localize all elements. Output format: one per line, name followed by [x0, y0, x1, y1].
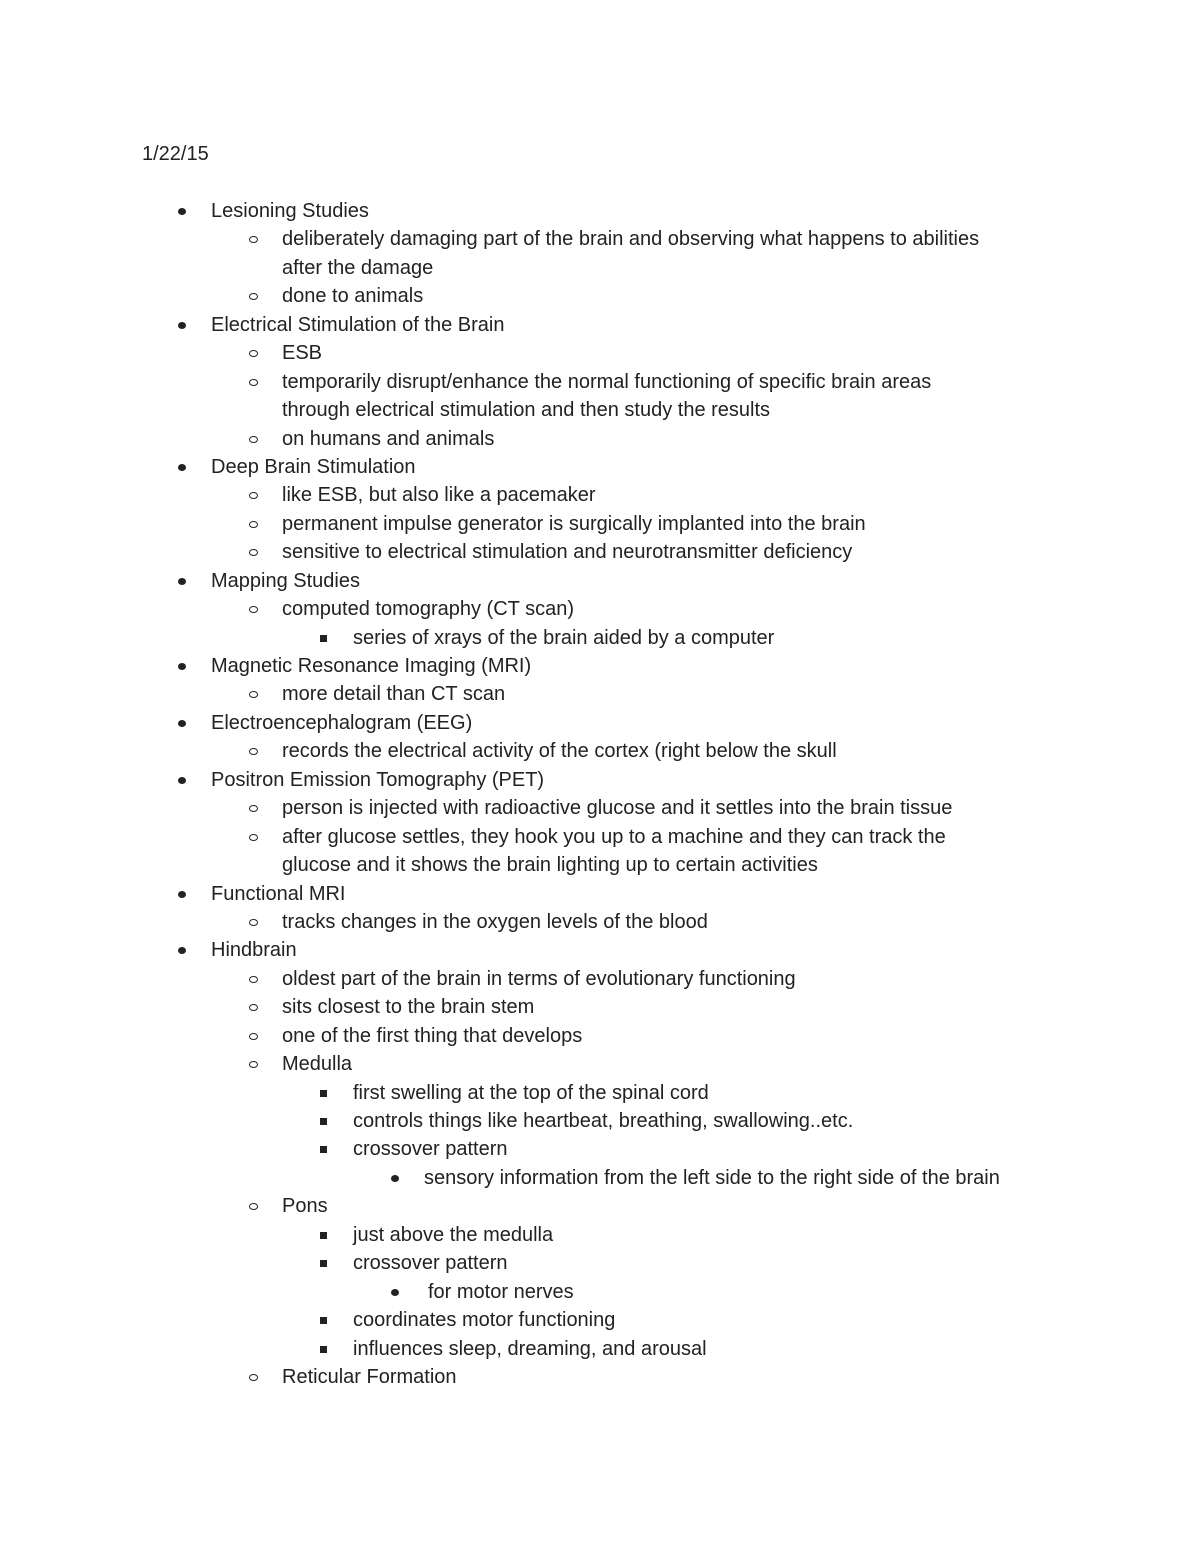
filled-bullet-icon — [178, 464, 186, 471]
hollow-bullet-icon — [249, 691, 258, 698]
filled-bullet-icon — [178, 322, 186, 329]
hollow-bullet-icon — [249, 379, 258, 386]
list-item-text: one of the first thing that develops — [282, 1024, 583, 1047]
hollow-bullet-icon — [249, 805, 258, 812]
list-item — [0, 1022, 1200, 1050]
square-bullet-icon — [320, 1118, 327, 1125]
list-item-text: Magnetic Resonance Imaging (MRI) — [211, 655, 532, 677]
square-bullet-icon — [320, 1090, 327, 1097]
list-item-text: Lesioning Studies — [211, 200, 369, 222]
list-item — [0, 510, 1200, 538]
list-item-text: oldest part of the brain in terms of evolutionary functioning — [282, 967, 796, 990]
list-item — [0, 225, 1200, 253]
list-item — [0, 254, 1200, 282]
hollow-bullet-icon — [249, 521, 258, 528]
hollow-bullet-icon — [249, 919, 258, 926]
hollow-bullet-icon — [249, 436, 258, 443]
list-item — [0, 766, 1200, 794]
list-item — [0, 339, 1200, 367]
list-item-text: after glucose settles, they hook you up to a machine and they can track the — [282, 825, 946, 848]
list-item — [0, 680, 1200, 708]
list-item — [0, 396, 1200, 424]
list-item-text: sensory information from the left side to the right side of the brain — [424, 1166, 1000, 1189]
list-item-text: tracks changes in the oxygen levels of the blood — [282, 910, 708, 933]
list-item-text: Electroencephalogram (EEG) — [211, 711, 473, 734]
list-item-text: just above the medulla — [353, 1223, 554, 1246]
square-bullet-icon — [320, 1346, 327, 1353]
list-item — [0, 709, 1200, 737]
filled-bullet-icon — [178, 720, 186, 727]
list-item — [0, 538, 1200, 566]
list-item-text: sits closest to the brain stem — [282, 996, 535, 1019]
list-item-text: through electrical stimulation and then study the results — [282, 399, 771, 422]
hollow-bullet-icon — [249, 1061, 258, 1068]
list-item — [0, 880, 1200, 908]
list-item-text: Pons — [282, 1195, 328, 1218]
list-item-text: Electrical Stimulation of the Brain — [211, 313, 505, 336]
square-bullet-icon — [320, 1260, 327, 1267]
list-item-text: Reticular Formation — [282, 1365, 457, 1388]
list-item — [0, 823, 1200, 851]
list-item — [0, 1249, 1200, 1277]
square-bullet-icon — [320, 1232, 327, 1239]
list-item — [0, 624, 1200, 652]
list-item — [0, 481, 1200, 509]
list-item-text: Functional MRI — [211, 882, 346, 905]
list-item — [0, 425, 1200, 453]
list-item-text: series of xrays of the brain aided by a computer — [353, 626, 775, 649]
list-item-text: coordinates motor functioning — [353, 1309, 616, 1332]
hollow-bullet-icon — [249, 1203, 258, 1210]
list-item — [0, 1107, 1200, 1135]
square-bullet-icon — [320, 635, 327, 642]
list-item-text: Medulla — [282, 1053, 353, 1076]
list-item — [0, 851, 1200, 879]
list-item-text: ESB — [282, 342, 323, 365]
list-item — [0, 1278, 1200, 1306]
square-bullet-icon — [320, 1317, 327, 1324]
list-item-text: Deep Brain Stimulation — [211, 455, 416, 478]
hollow-bullet-icon — [249, 976, 258, 983]
hollow-bullet-icon — [249, 1033, 258, 1040]
list-item-text: controls things like heartbeat, breathing, swallowing..etc. — [353, 1110, 854, 1132]
list-item-text: records the electrical activity of the cortex (right below the skull — [282, 740, 837, 763]
list-item — [0, 1335, 1200, 1363]
hollow-bullet-icon — [249, 606, 258, 613]
filled-bullet-icon — [178, 578, 186, 585]
list-item — [0, 908, 1200, 936]
list-item-text: like ESB, but also like a pacemaker — [282, 484, 596, 507]
list-item — [0, 197, 1200, 225]
hollow-bullet-icon — [249, 834, 258, 841]
list-item-text: Positron Emission Tomography (PET) — [211, 768, 545, 791]
list-item — [0, 936, 1200, 964]
list-item-text: computed tomography (CT scan) — [282, 598, 574, 621]
hollow-bullet-icon — [249, 492, 258, 499]
list-item — [0, 1079, 1200, 1107]
list-item-text: glucose and it shows the brain lighting up to certain activities — [282, 854, 818, 877]
list-item — [0, 368, 1200, 396]
list-item — [0, 595, 1200, 623]
list-item-text: deliberately damaging part of the brain and observing what happens to abilities — [282, 228, 980, 251]
list-item-text: for motor nerves — [428, 1280, 574, 1303]
hollow-bullet-icon — [249, 549, 258, 556]
list-item — [0, 1306, 1200, 1334]
list-item-text: first swelling at the top of the spinal cord — [353, 1081, 709, 1104]
filled-bullet-icon — [178, 777, 186, 784]
list-item-text: after the damage — [282, 256, 434, 279]
hollow-bullet-icon — [249, 350, 258, 357]
list-item-text: done to animals — [282, 285, 424, 308]
hollow-bullet-icon — [249, 1004, 258, 1011]
list-item — [0, 1363, 1200, 1391]
list-item — [0, 1164, 1200, 1192]
list-item-text: on humans and animals — [282, 427, 495, 450]
hollow-bullet-icon — [249, 1374, 258, 1381]
list-item — [0, 453, 1200, 481]
square-bullet-icon — [320, 1146, 327, 1153]
hollow-bullet-icon — [249, 236, 258, 243]
list-item — [0, 794, 1200, 822]
list-item-text: crossover pattern — [353, 1252, 508, 1275]
list-item — [0, 567, 1200, 595]
notes-outline — [0, 197, 1200, 1391]
filled-bullet-icon — [391, 1289, 399, 1296]
list-item — [0, 1221, 1200, 1249]
filled-bullet-icon — [178, 208, 186, 215]
list-item-text: more detail than CT scan — [282, 683, 506, 706]
list-item — [0, 993, 1200, 1021]
filled-bullet-icon — [178, 891, 186, 898]
hollow-bullet-icon — [249, 293, 258, 300]
list-item-text: person is injected with radioactive glucose and it settles into the brain tissue — [282, 797, 953, 820]
list-item — [0, 282, 1200, 310]
list-item-text: Mapping Studies — [211, 569, 360, 592]
list-item — [0, 652, 1200, 680]
list-item-text: crossover pattern — [353, 1138, 508, 1161]
list-item-text: sensitive to electrical stimulation and neurotransmitter deficiency — [282, 541, 853, 564]
list-item-text: temporarily disrupt/enhance the normal functioning of specific brain areas — [282, 370, 932, 393]
list-item-text: Hindbrain — [211, 939, 297, 962]
note-date: 1/22/15 — [142, 143, 209, 165]
list-item — [0, 1135, 1200, 1163]
filled-bullet-icon — [178, 663, 186, 670]
list-item-text: influences sleep, dreaming, and arousal — [353, 1337, 707, 1360]
list-item — [0, 965, 1200, 993]
filled-bullet-icon — [391, 1175, 399, 1182]
list-item — [0, 1192, 1200, 1220]
list-item-text: permanent impulse generator is surgically implanted into the brain — [282, 512, 866, 535]
filled-bullet-icon — [178, 947, 186, 954]
list-item — [0, 1050, 1200, 1078]
hollow-bullet-icon — [249, 748, 258, 755]
list-item — [0, 311, 1200, 339]
list-item — [0, 737, 1200, 765]
